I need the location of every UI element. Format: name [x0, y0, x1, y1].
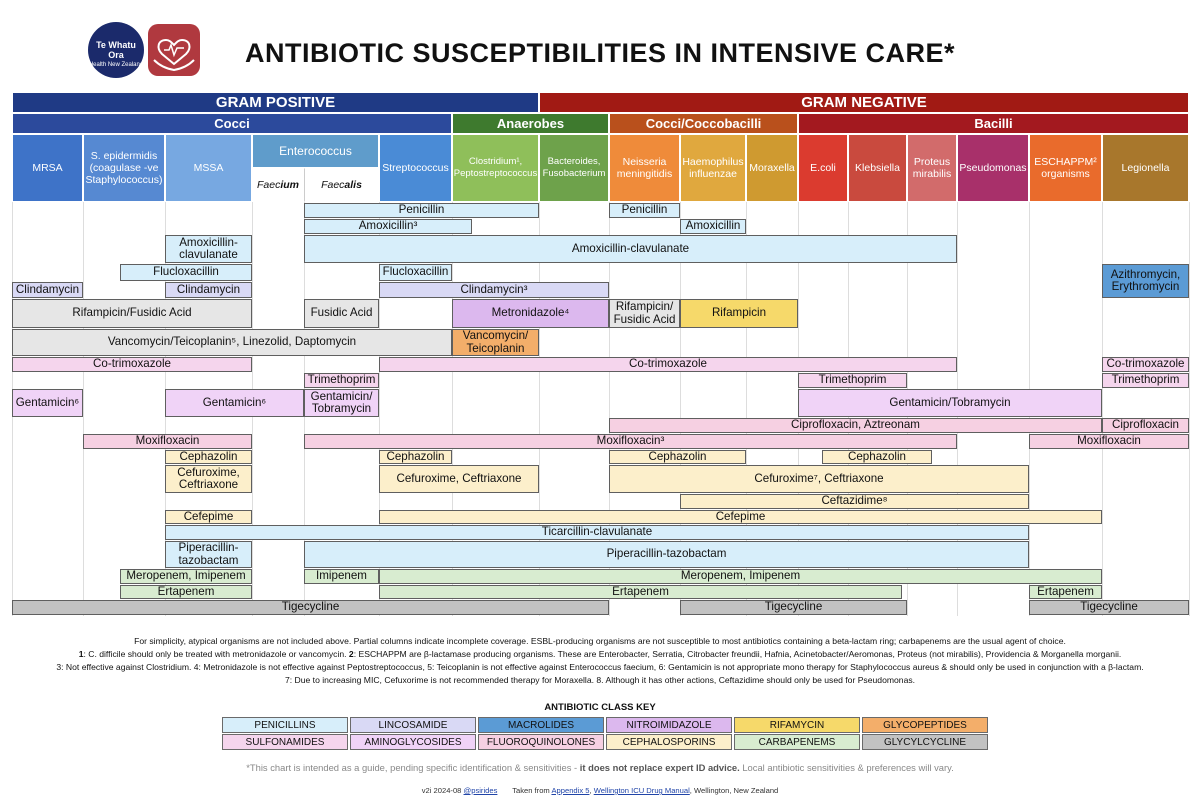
bar-clindamycin3: Clindamycin³	[379, 282, 609, 298]
bar-azithromycin: Azithromycin, Erythromycin	[1102, 264, 1189, 298]
org-streptococcus: Streptococcus	[379, 134, 452, 202]
bar-amoxicillin-clavulanate-mssa: Amoxicillin-clavulanate	[165, 235, 252, 263]
logo-subtext: Health New Zealand	[88, 62, 144, 68]
key-penicillins: PENICILLINS	[222, 717, 348, 733]
bar-rifampicin-fusidic-neisseria: Rifampicin/ Fusidic Acid	[609, 299, 680, 328]
gram-positive-header: GRAM POSITIVE	[12, 92, 539, 113]
org-neisseria: Neisseria meningitidis	[609, 134, 680, 202]
key-cephalosporins: CEPHALOSPORINS	[606, 734, 732, 750]
bar-ciprofloxacin: Ciprofloxacin	[1102, 418, 1189, 433]
manual-link[interactable]: Wellington ICU Drug Manual	[593, 786, 690, 795]
bar-ceftazidime: Ceftazidime⁸	[680, 494, 1029, 509]
key-sulfonamides: SULFONAMIDES	[222, 734, 348, 750]
bar-rifampicin-fusidic: Rifampicin/Fusidic Acid	[12, 299, 252, 328]
bar-gentamicin-mrsa: Gentamicin⁶	[12, 389, 83, 417]
org-faecium: Faec ium	[252, 168, 304, 202]
bar-cephazolin-ecoli: Cephazolin	[822, 450, 932, 464]
org-s-epidermidis: S. epidermidis (coagulase -ve Staphylococcus)	[83, 134, 165, 202]
page-title: ANTIBIOTIC SUSCEPTIBILITIES IN INTENSIVE CARE*	[244, 38, 956, 68]
bar-moxifloxacin3: Moxifloxacin³	[304, 434, 957, 449]
key-nitroimidazole: NITROIMIDAZOLE	[606, 717, 732, 733]
org-pseudomonas: Pseudomonas	[957, 134, 1029, 202]
bar-tigecycline-eschappm: Tigecycline	[1029, 600, 1189, 615]
bar-imipenem: Imipenem	[304, 569, 379, 584]
class-key-title: ANTIBIOTIC CLASS KEY	[544, 702, 656, 713]
bar-meropenem-imipenem-gp: Meropenem, Imipenem	[120, 569, 252, 584]
key-macrolides: MACROLIDES	[478, 717, 604, 733]
cocci-header: Cocci	[12, 113, 452, 134]
bar-ciprofloxacin-aztreonam: Ciprofloxacin, Aztreonam	[609, 418, 1102, 433]
key-rifamycin: RIFAMYCIN	[734, 717, 860, 733]
bacilli-header: Bacilli	[798, 113, 1189, 134]
cocci-coccobacilli-header: Cocci/Coccobacilli	[609, 113, 798, 134]
logo-text: Te Whatu Ora	[96, 40, 136, 60]
bar-metronidazole: Metronidazole⁴	[452, 299, 609, 328]
bar-ertapenem: Ertapenem	[379, 585, 902, 599]
org-faecalis: Faec alis	[304, 168, 379, 202]
appendix-link[interactable]: Appendix 5	[551, 786, 590, 795]
bar-piperacillin-tazobactam-mssa: Piperacillin- tazobactam	[165, 541, 252, 568]
bar-cefepime: Cefepime	[379, 510, 1102, 524]
bar-moxifloxacin-gp: Moxifloxacin	[83, 434, 252, 449]
gram-negative-header: GRAM NEGATIVE	[539, 92, 1189, 113]
bar-trimethoprim: Trimethoprim	[798, 373, 907, 388]
bar-cefuroxime-strep: Cefuroxime, Ceftriaxone	[379, 465, 539, 493]
bar-piperacillin-tazobactam: Piperacillin-tazobactam	[304, 541, 1029, 568]
bar-cephazolin-neisseria: Cephazolin	[609, 450, 746, 464]
org-enterococcus: Enterococcus	[252, 134, 379, 168]
bar-penicillin-neisseria: Penicillin	[609, 203, 680, 218]
bar-amoxicillin-haemophilus: Amoxicillin	[680, 219, 746, 234]
key-carbapenems: CARBAPENEMS	[734, 734, 860, 750]
bar-amoxicillin-clavulanate: Amoxicillin-clavulanate	[304, 235, 957, 263]
bar-trimethoprim-legionella: Trimethoprim	[1102, 373, 1189, 388]
org-clostridium: Clostridium¹, Peptostreptococcus	[452, 134, 539, 202]
org-bacteroides: Bacteroides, Fusobacterium	[539, 134, 609, 202]
footnote-3: 3: Not effective against Clostridium. 4: Metronidazole is not effective against Peptostreptococcus, 5: Teicoplanin is not effective against Enterococcus faecium, 6: Gentamicin is not appropriate mono therapy for Staphylococcus aureus & should only be used in conjunction with a β-lactam.	[56, 662, 1144, 672]
org-moraxella: Moraxella	[746, 134, 798, 202]
credit-line: v2i 2024-08 @psirides Taken from Appendix 5, Wellington ICU Drug Manual, Wellington, New Zealand	[421, 786, 779, 795]
bar-gentamicin-tobramycin-ent: Gentamicin/ Tobramycin	[304, 389, 379, 417]
author-link[interactable]: @psirides	[463, 786, 498, 795]
bar-co-trimoxazole-legionella: Co-trimoxazole	[1102, 357, 1189, 372]
bar-ticarcillin-clavulanate: Ticarcillin-clavulanate	[165, 525, 1029, 540]
bar-rifampicin: Rifampicin	[680, 299, 798, 328]
org-mssa: MSSA	[165, 134, 252, 202]
bar-flucloxacillin: Flucloxacillin	[120, 264, 252, 281]
bar-cefepime-mssa: Cefepime	[165, 510, 252, 524]
bar-flucloxacillin-strep: Flucloxacillin	[379, 264, 452, 281]
org-legionella: Legionella	[1102, 134, 1189, 202]
bar-fusidic-acid: Fusidic Acid	[304, 299, 379, 328]
bar-tigecycline-gn: Tigecycline	[680, 600, 907, 615]
bar-cephazolin-strep: Cephazolin	[379, 450, 452, 464]
footnote-2: 1: C. difficile should only be treated with metronidazole or vancomycin. 2: ESCHAPPM are β-lactamase producing organisms. These are Enterobacter, Serratia, Citrobacter freundii, Hafnia, Acinetobacter/Aeromonas, Proteus (not mirabilis), Providencia & Morganella morganii.	[78, 649, 1122, 659]
key-lincosamide: LINCOSAMIDE	[350, 717, 476, 733]
bar-ertapenem-eschappm: Ertapenem	[1029, 585, 1102, 599]
bar-trimethoprim-ent: Trimethoprim	[304, 373, 379, 388]
footnote-1: For simplicity, atypical organisms are not included above. Partial columns indicate incomplete coverage. ESBL-producing organisms are not susceptible to most antibiotics containing a beta-lactam ring; carbapenems are the usual agent of choice.	[134, 636, 1066, 646]
bar-clindamycin-mrsa: Clindamycin	[12, 282, 83, 298]
anaerobes-header: Anaerobes	[452, 113, 609, 134]
key-glycopeptides: GLYCOPEPTIDES	[862, 717, 988, 733]
org-haemophilus: Haemophilus influenzae	[680, 134, 746, 202]
key-glycylcycline: GLYCYLCYCLINE	[862, 734, 988, 750]
bar-cephazolin-mssa: Cephazolin	[165, 450, 252, 464]
bar-co-trimoxazole-gp: Co-trimoxazole	[12, 357, 252, 372]
bar-amoxicillin: Amoxicillin³	[304, 219, 472, 234]
bar-cefuroxime-gn: Cefuroxime⁷, Ceftriaxone	[609, 465, 1029, 493]
disclaimer: *This chart is intended as a guide, pending specific identification & sensitivities - it does not replace expert ID advice. Local antibiotic sensitivities & preferences will vary.	[246, 762, 954, 773]
bar-vancomycin-linezolid: Vancomycin/Teicoplanin⁵, Linezolid, Daptomycin	[12, 329, 452, 356]
org-eschappm: ESCHAPPM² organisms	[1029, 134, 1102, 202]
org-proteus: Proteus mirabilis	[907, 134, 957, 202]
bar-vancomycin-teicoplanin: Vancomycin/ Teicoplanin	[452, 329, 539, 356]
bar-ertapenem-gp: Ertapenem	[120, 585, 252, 599]
bar-meropenem-imipenem: Meropenem, Imipenem	[379, 569, 1102, 584]
bar-gentamicin-tobramycin: Gentamicin/Tobramycin	[798, 389, 1102, 417]
org-klebsiella: Klebsiella	[848, 134, 907, 202]
bar-clindamycin-mssa: Clindamycin	[165, 282, 252, 298]
key-aminoglycosides: AMINOGLYCOSIDES	[350, 734, 476, 750]
org-ecoli: E.coli	[798, 134, 848, 202]
bar-tigecycline-gp: Tigecycline	[12, 600, 609, 615]
bar-moxifloxacin-gn: Moxifloxacin	[1029, 434, 1189, 449]
org-mrsa: MRSA	[12, 134, 83, 202]
bar-cefuroxime-mssa: Cefuroxime, Ceftriaxone	[165, 465, 252, 493]
bar-co-trimoxazole: Co-trimoxazole	[379, 357, 957, 372]
bar-gentamicin-mssa: Gentamicin⁶	[165, 389, 304, 417]
key-fluoroquinolones: FLUOROQUINOLONES	[478, 734, 604, 750]
bar-penicillin: Penicillin	[304, 203, 539, 218]
footnote-4: 7: Due to increasing MIC, Cefuxorime is not recommended therapy for Moraxella. 8. Although it has other actions, Ceftazidime should only be used for Pseudomonas.	[284, 675, 916, 685]
